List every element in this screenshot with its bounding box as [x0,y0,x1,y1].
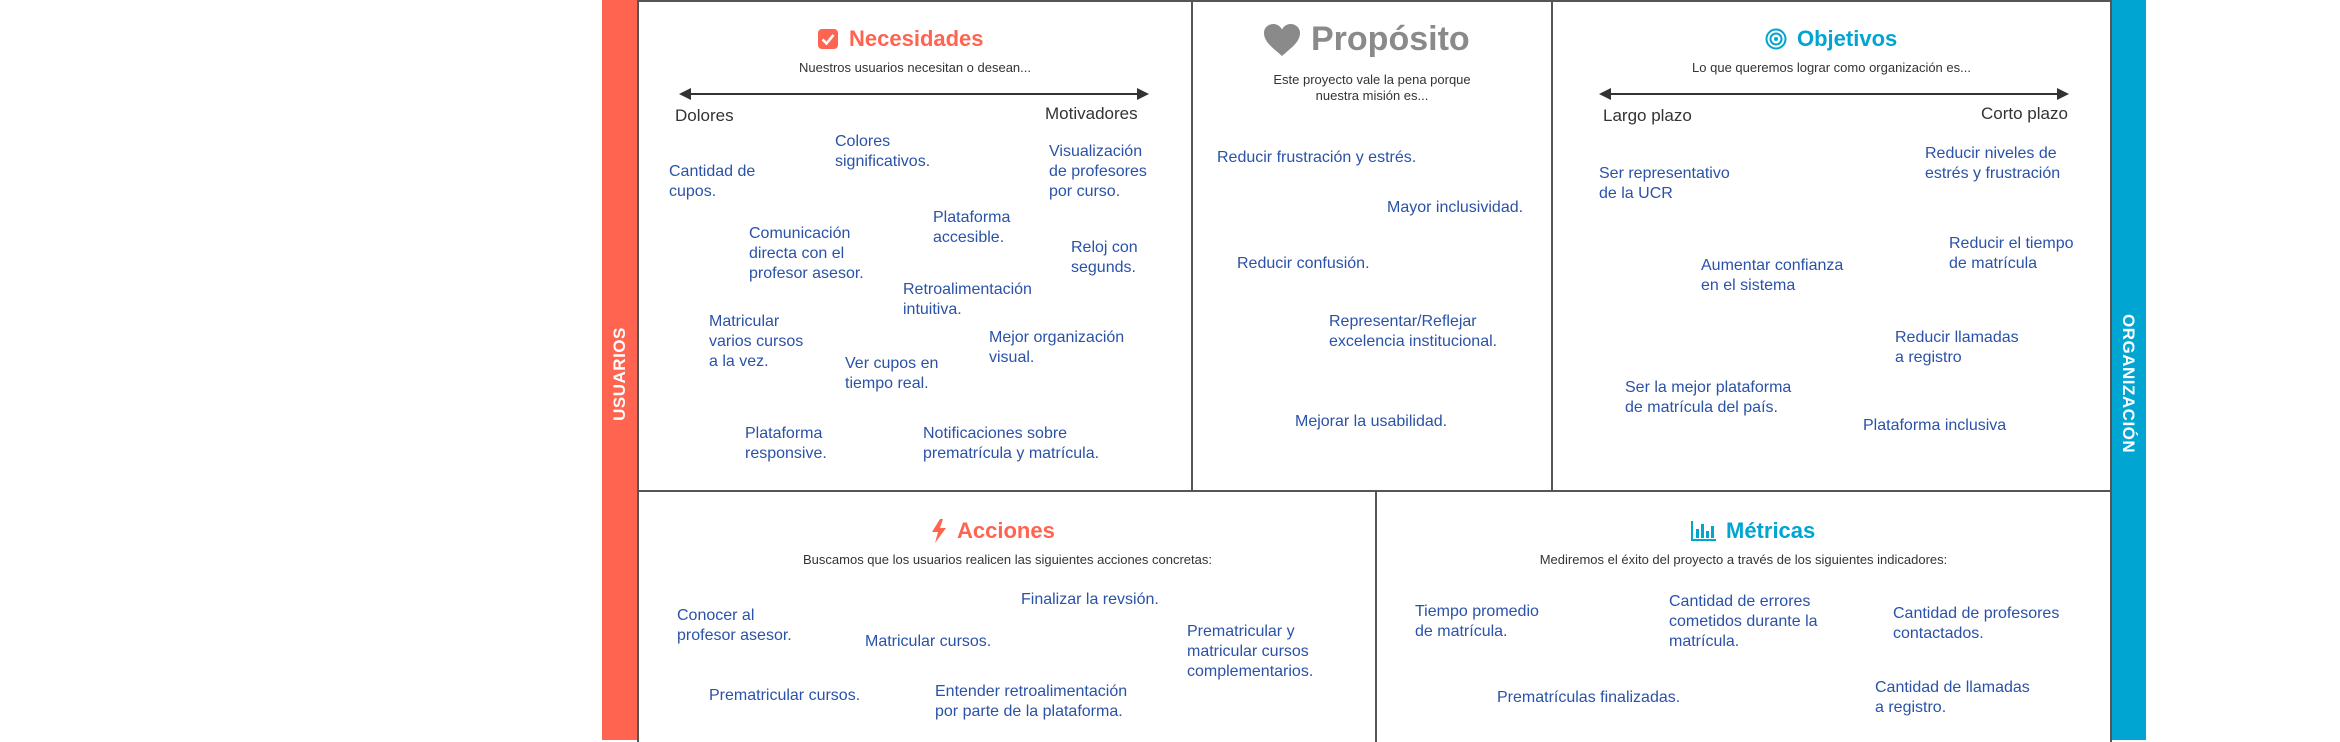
proposito-subtitle: Este proyecto vale la pena porque nuestra misión es... [1273,72,1471,103]
proposito-title: Propósito [1311,20,1470,58]
necesidades-panel [637,0,1193,492]
bar-chart-icon [1690,521,1716,541]
proposito-note: Representar/Reflejar excelencia institucional. [1329,313,1498,350]
necesidades-note: Matricular varios cursos a la vez. [709,313,804,370]
metricas-note: Cantidad de errores cometidos durante la matrícula. [1669,593,1818,650]
necesidades-subtitle: Nuestros usuarios necesitan o desean... [799,60,1031,75]
metricas-note: Prematrículas finalizadas. [1497,689,1681,706]
acciones-panel [637,490,1378,742]
proposito-panel [1191,0,1553,492]
metricas-title: Métricas [1726,518,1816,543]
metricas-note: Tiempo promedio de matrícula. [1415,603,1539,640]
usuarios-label: USUARIOS [610,327,629,421]
necesidades-note: Mejor organización visual. [989,329,1125,366]
acciones-note: Conocer al profesor asesor. [677,607,792,644]
heart-icon [1263,23,1301,57]
objetivos-header [1765,26,1897,52]
objetivos-note: Ser representativo de la UCR [1599,165,1730,202]
necesidades-note: Notificaciones sobre prematrícula y matrícula. [923,425,1100,462]
necesidades-header [817,26,984,52]
objetivos-title: Objetivos [1797,26,1898,51]
objetivos-axis-arrow [1601,93,2067,95]
check-square-icon [817,28,839,50]
acciones-note: Entender retroalimentación por parte de la plataforma. [935,683,1128,720]
objetivos-subtitle: Lo que queremos lograr como organización es... [1692,60,1971,75]
proposito-note: Reducir frustración y estrés. [1217,149,1417,166]
objetivos-note: Ser la mejor plataforma de matrícula del país. [1625,379,1792,416]
objetivos-note: Reducir llamadas a registro [1895,329,2019,366]
metricas-note: Cantidad de profesores contactados. [1893,605,2060,642]
metricas-note: Cantidad de llamadas a registro. [1875,679,2030,716]
necesidades-note: Visualización de profesores por curso. [1049,143,1147,200]
proposito-note: Mejorar la usabilidad. [1295,413,1448,430]
organizacion-label: ORGANIZACIÓN [2119,314,2138,454]
necesidades-note: Retroalimentación intuitiva. [903,281,1032,318]
acciones-note: Finalizar la revsión. [1021,591,1159,608]
objetivos-note: Plataforma inclusiva [1863,417,2007,434]
necesidades-note: Cantidad de cupos. [669,163,756,200]
proposito-header [1263,20,1470,59]
necesidades-note: Plataforma responsive. [745,425,827,462]
necesidades-note: Comunicación directa con el profesor asesor. [749,225,864,282]
necesidades-axis-left: Dolores [675,106,734,125]
acciones-note: Prematricular cursos. [709,687,861,704]
acciones-title: Acciones [957,518,1055,543]
acciones-header [931,518,1055,544]
objetivos-note: Aumentar confianza en el sistema [1701,257,1844,294]
proposito-note: Mayor inclusividad. [1387,199,1524,216]
objetivos-axis-right: Corto plazo [1981,104,2068,123]
proposito-note: Reducir confusión. [1237,255,1370,272]
necesidades-axis-arrow [681,93,1147,95]
necesidades-axis-right: Motivadores [1045,104,1138,123]
necesidades-title: Necesidades [849,26,984,51]
metricas-panel [1375,490,2112,742]
acciones-note: Matricular cursos. [865,633,992,650]
objetivos-note: Reducir niveles de estrés y frustración [1925,145,2061,182]
objetivos-axis-left: Largo plazo [1603,106,1692,125]
necesidades-note: Colores significativos. [835,133,931,170]
target-icon [1765,28,1787,50]
metricas-header [1690,518,1815,544]
necesidades-note: Plataforma accesible. [933,209,1011,246]
objetivos-panel [1551,0,2112,492]
objetivos-note: Reducir el tiempo de matrícula [1949,235,2074,272]
lightning-icon [931,519,947,543]
acciones-note: Prematricular y matricular cursos complementarios. [1187,623,1314,680]
acciones-subtitle: Buscamos que los usuarios realicen las siguientes acciones concretas: [803,552,1212,567]
metricas-subtitle: Mediremos el éxito del proyecto a través de los siguientes indicadores: [1539,552,1948,567]
necesidades-note: Reloj con segunds. [1071,239,1138,276]
necesidades-note: Ver cupos en tiempo real. [845,355,939,392]
